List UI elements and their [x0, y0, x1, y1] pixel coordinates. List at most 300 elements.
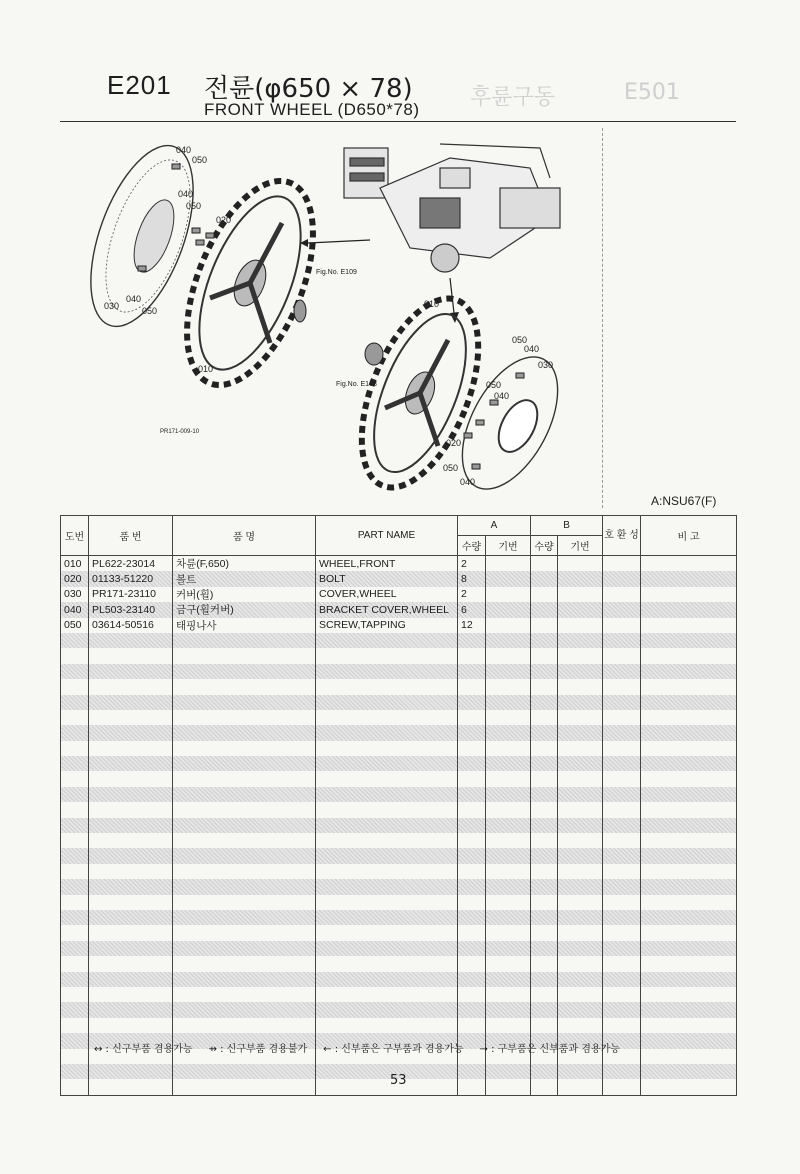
cell-remarks	[641, 710, 737, 725]
empty-table-row	[61, 910, 737, 925]
cell-part-no	[89, 879, 173, 894]
cell-qty-b	[531, 571, 558, 586]
cell-interchange	[603, 633, 641, 648]
cell-part-name	[316, 987, 458, 1002]
cell-interchange	[603, 602, 641, 617]
cell-no	[61, 972, 89, 987]
cell-part-name	[316, 633, 458, 648]
cell-part-name: SCREW,TAPPING	[316, 618, 458, 633]
cell-remarks	[641, 618, 737, 633]
wheel-front-left	[161, 163, 338, 402]
cell-name-ko	[173, 741, 316, 756]
header-basic-a: 기번	[486, 536, 531, 556]
cell-part-no: PL622-23014	[89, 556, 173, 572]
cell-qty-a	[458, 941, 486, 956]
cell-basic-a	[486, 956, 531, 971]
empty-table-row	[61, 725, 737, 740]
cell-basic-b	[558, 1079, 603, 1095]
cell-remarks	[641, 695, 737, 710]
cell-qty-a	[458, 787, 486, 802]
cell-remarks	[641, 1049, 737, 1064]
cell-part-no	[89, 725, 173, 740]
cell-part-name	[316, 941, 458, 956]
fig-ref-e108: Fig.No. E108	[336, 381, 377, 388]
cell-qty-b	[531, 818, 558, 833]
cell-no	[61, 741, 89, 756]
cell-no	[61, 648, 89, 663]
cell-name-ko: 볼트	[173, 571, 316, 586]
cell-basic-b	[558, 664, 603, 679]
cell-basic-a	[486, 771, 531, 786]
empty-table-row	[61, 1018, 737, 1033]
header-no: 도번	[61, 516, 89, 556]
wheel-cover-right	[443, 342, 578, 498]
legend-item: ← : 신부품은 구부품과 겸용가능	[323, 1044, 464, 1055]
cell-basic-a	[486, 587, 531, 602]
header-part-name: PART NAME	[316, 516, 458, 556]
cell-interchange	[603, 910, 641, 925]
parts-table	[60, 515, 737, 1096]
cell-name-ko	[173, 633, 316, 648]
cell-name-ko	[173, 818, 316, 833]
cell-part-name	[316, 910, 458, 925]
cell-qty-b	[531, 771, 558, 786]
cell-qty-a	[458, 1002, 486, 1017]
cell-no: 030	[61, 587, 89, 602]
cell-qty-a	[458, 1079, 486, 1095]
callout-label: 040	[178, 189, 194, 199]
cell-remarks	[641, 864, 737, 879]
cell-interchange	[603, 895, 641, 910]
cell-remarks	[641, 941, 737, 956]
cell-part-no	[89, 1018, 173, 1033]
ghost-code: E501	[624, 80, 680, 105]
cell-qty-b	[531, 987, 558, 1002]
cell-qty-a	[458, 848, 486, 863]
cell-interchange	[603, 556, 641, 572]
cell-name-ko	[173, 1002, 316, 1017]
cell-interchange	[603, 1079, 641, 1095]
cell-part-no: PR171-23110	[89, 587, 173, 602]
cell-part-no: PL503-23140	[89, 602, 173, 617]
cell-qty-a	[458, 956, 486, 971]
callout-label: 040	[524, 344, 540, 354]
cell-interchange	[603, 833, 641, 848]
cell-interchange	[603, 664, 641, 679]
cell-qty-a	[458, 925, 486, 940]
cell-part-no	[89, 895, 173, 910]
cell-qty-a	[458, 802, 486, 817]
cell-basic-a	[486, 1079, 531, 1095]
cell-part-name	[316, 787, 458, 802]
cell-basic-b	[558, 879, 603, 894]
cell-qty-b	[531, 1002, 558, 1017]
cell-remarks	[641, 802, 737, 817]
cell-no	[61, 1079, 89, 1095]
cell-remarks	[641, 787, 737, 802]
cell-no	[61, 787, 89, 802]
cell-part-name	[316, 972, 458, 987]
cell-qty-a: 2	[458, 587, 486, 602]
cell-name-ko	[173, 802, 316, 817]
cell-basic-b	[558, 741, 603, 756]
cell-qty-b	[531, 895, 558, 910]
cell-no	[61, 679, 89, 694]
cell-remarks	[641, 879, 737, 894]
cell-interchange	[603, 802, 641, 817]
cell-part-no	[89, 741, 173, 756]
cell-part-no	[89, 787, 173, 802]
cell-remarks	[641, 987, 737, 1002]
cell-basic-b	[558, 587, 603, 602]
cell-part-name	[316, 664, 458, 679]
cell-name-ko	[173, 664, 316, 679]
cell-basic-a	[486, 941, 531, 956]
callout-label: 050	[186, 201, 202, 211]
cell-name-ko	[173, 1064, 316, 1079]
cell-remarks	[641, 1064, 737, 1079]
table-row	[61, 556, 737, 572]
cell-name-ko	[173, 756, 316, 771]
cell-remarks	[641, 633, 737, 648]
cell-basic-b	[558, 1018, 603, 1033]
cell-interchange	[603, 1064, 641, 1079]
empty-table-row	[61, 802, 737, 817]
column-divider	[602, 128, 603, 508]
cell-part-name	[316, 710, 458, 725]
cell-name-ko	[173, 956, 316, 971]
header-group-a: A	[458, 516, 531, 536]
header-qty-a: 수량	[458, 536, 486, 556]
cell-part-name	[316, 1002, 458, 1017]
cell-remarks	[641, 725, 737, 740]
cell-name-ko	[173, 910, 316, 925]
cell-qty-a	[458, 1018, 486, 1033]
cell-remarks	[641, 587, 737, 602]
cell-qty-a	[458, 864, 486, 879]
callout-label: 050	[512, 335, 528, 345]
cell-basic-b	[558, 956, 603, 971]
cell-name-ko	[173, 787, 316, 802]
header-basic-b: 기번	[558, 536, 603, 556]
cell-basic-a	[486, 756, 531, 771]
cell-part-name	[316, 925, 458, 940]
callout-label: 010	[198, 364, 214, 374]
cell-part-name	[316, 833, 458, 848]
cell-part-no	[89, 956, 173, 971]
callout-label: 040	[176, 145, 192, 155]
cell-basic-a	[486, 556, 531, 572]
cell-part-name	[316, 741, 458, 756]
cell-interchange	[603, 679, 641, 694]
cell-name-ko: 커버(휠)	[173, 587, 316, 602]
cell-basic-a	[486, 664, 531, 679]
model-label: A:NSU67(F)	[651, 494, 717, 508]
cell-basic-b	[558, 633, 603, 648]
cell-basic-a	[486, 602, 531, 617]
cell-qty-a	[458, 910, 486, 925]
empty-table-row	[61, 941, 737, 956]
cell-qty-b	[531, 910, 558, 925]
cell-qty-a	[458, 972, 486, 987]
header-interchange: 호 환 성	[603, 516, 641, 556]
cell-interchange	[603, 956, 641, 971]
cell-interchange	[603, 725, 641, 740]
cell-basic-b	[558, 695, 603, 710]
ghost-title: 후륜구동	[470, 85, 556, 110]
table-row	[61, 618, 737, 633]
cell-no	[61, 910, 89, 925]
header-qty-b: 수량	[531, 536, 558, 556]
cell-basic-b	[558, 941, 603, 956]
cell-qty-b	[531, 587, 558, 602]
cell-remarks	[641, 771, 737, 786]
header-part-no: 품 번	[89, 516, 173, 556]
cell-qty-b	[531, 956, 558, 971]
callout-label: 050	[142, 306, 158, 316]
cell-part-name	[316, 756, 458, 771]
cell-remarks	[641, 602, 737, 617]
cell-qty-b	[531, 1064, 558, 1079]
empty-table-row	[61, 695, 737, 710]
arrow-down	[450, 278, 454, 313]
cell-qty-a: 2	[458, 556, 486, 572]
cell-qty-b	[531, 833, 558, 848]
cell-qty-b	[531, 848, 558, 863]
cell-part-no	[89, 695, 173, 710]
cell-interchange	[603, 618, 641, 633]
cell-name-ko	[173, 879, 316, 894]
cell-qty-b	[531, 664, 558, 679]
cell-qty-b	[531, 741, 558, 756]
empty-table-row	[61, 879, 737, 894]
cell-interchange	[603, 879, 641, 894]
cell-basic-a	[486, 925, 531, 940]
table-row	[61, 602, 737, 617]
cell-name-ko: 금구(휠커버)	[173, 602, 316, 617]
cell-basic-b	[558, 725, 603, 740]
cell-remarks	[641, 556, 737, 572]
cell-part-name	[316, 679, 458, 694]
cell-no: 050	[61, 618, 89, 633]
cell-basic-a	[486, 895, 531, 910]
cell-part-no	[89, 864, 173, 879]
cell-no	[61, 725, 89, 740]
cell-qty-a: 8	[458, 571, 486, 586]
header-remarks: 비 고	[641, 516, 737, 556]
cell-basic-b	[558, 848, 603, 863]
header-group-b: B	[531, 516, 603, 536]
cell-basic-a	[486, 802, 531, 817]
cell-remarks	[641, 679, 737, 694]
cell-remarks	[641, 925, 737, 940]
exploded-parts-diagram	[60, 128, 600, 498]
cell-part-no	[89, 987, 173, 1002]
cell-basic-a	[486, 648, 531, 663]
cell-part-no: 01133-51220	[89, 571, 173, 586]
cell-qty-a	[458, 679, 486, 694]
page-title-korean: 전륜(φ650 × 78)	[204, 74, 413, 104]
legend-item: ⇸ : 신구부품 겸용불가	[208, 1044, 308, 1055]
cell-no	[61, 925, 89, 940]
cell-basic-b	[558, 756, 603, 771]
cell-name-ko	[173, 987, 316, 1002]
cell-interchange	[603, 695, 641, 710]
cell-part-name: WHEEL,FRONT	[316, 556, 458, 572]
section-code: E201	[107, 70, 172, 100]
cell-part-name	[316, 818, 458, 833]
fig-ref-e109: Fig.No. E109	[316, 269, 357, 276]
cell-part-name	[316, 648, 458, 663]
cell-qty-b	[531, 725, 558, 740]
cell-interchange	[603, 756, 641, 771]
cell-no	[61, 879, 89, 894]
callout-label: 030	[538, 360, 554, 370]
empty-table-row	[61, 833, 737, 848]
cell-part-no	[89, 756, 173, 771]
cell-part-no	[89, 710, 173, 725]
cell-no	[61, 895, 89, 910]
cell-qty-a	[458, 833, 486, 848]
cell-name-ko	[173, 695, 316, 710]
legend	[94, 1040, 620, 1055]
cell-no	[61, 1064, 89, 1079]
cell-remarks	[641, 1002, 737, 1017]
cell-basic-b	[558, 864, 603, 879]
empty-table-row	[61, 633, 737, 648]
cell-basic-a	[486, 987, 531, 1002]
cell-interchange	[603, 1002, 641, 1017]
cell-basic-a	[486, 1064, 531, 1079]
cell-interchange	[603, 787, 641, 802]
cell-qty-a	[458, 725, 486, 740]
cell-basic-b	[558, 833, 603, 848]
cell-part-name: BOLT	[316, 571, 458, 586]
cell-part-no	[89, 941, 173, 956]
cell-qty-b	[531, 633, 558, 648]
cell-remarks	[641, 664, 737, 679]
cell-basic-b	[558, 618, 603, 633]
cell-part-name	[316, 802, 458, 817]
cell-qty-b	[531, 756, 558, 771]
cell-no	[61, 864, 89, 879]
cell-part-name: COVER,WHEEL	[316, 587, 458, 602]
cell-no: 020	[61, 571, 89, 586]
cell-qty-b	[531, 925, 558, 940]
cell-qty-a	[458, 987, 486, 1002]
empty-table-row	[61, 956, 737, 971]
cell-part-name	[316, 879, 458, 894]
cell-basic-a	[486, 725, 531, 740]
cell-basic-a	[486, 879, 531, 894]
empty-table-row	[61, 925, 737, 940]
cell-part-no	[89, 1002, 173, 1017]
cell-basic-a	[486, 571, 531, 586]
empty-table-row	[61, 818, 737, 833]
cell-no	[61, 771, 89, 786]
cell-no	[61, 1049, 89, 1064]
empty-table-row	[61, 895, 737, 910]
cell-remarks	[641, 648, 737, 663]
cell-name-ko: 차륜(F,650)	[173, 556, 316, 572]
cell-interchange	[603, 941, 641, 956]
cell-interchange	[603, 972, 641, 987]
cell-name-ko	[173, 1018, 316, 1033]
cell-no	[61, 633, 89, 648]
cell-part-name	[316, 695, 458, 710]
page-number: 53	[390, 1073, 407, 1088]
cell-name-ko	[173, 833, 316, 848]
cell-basic-b	[558, 802, 603, 817]
cell-basic-b	[558, 787, 603, 802]
callout-label: 030	[104, 301, 120, 311]
cell-basic-a	[486, 833, 531, 848]
cell-basic-a	[486, 633, 531, 648]
empty-table-row	[61, 848, 737, 863]
cell-basic-b	[558, 571, 603, 586]
cell-no	[61, 664, 89, 679]
cell-no	[61, 802, 89, 817]
cell-interchange	[603, 648, 641, 663]
cell-part-no	[89, 633, 173, 648]
cell-name-ko	[173, 925, 316, 940]
cell-remarks	[641, 818, 737, 833]
cell-qty-a	[458, 879, 486, 894]
cell-basic-b	[558, 602, 603, 617]
cell-qty-b	[531, 1018, 558, 1033]
cell-qty-a	[458, 1064, 486, 1079]
cell-part-no	[89, 910, 173, 925]
cell-no	[61, 695, 89, 710]
callout-label: 020	[216, 215, 232, 225]
cell-qty-a: 12	[458, 618, 486, 633]
cell-part-no	[89, 648, 173, 663]
cell-remarks	[641, 848, 737, 863]
cell-part-no	[89, 848, 173, 863]
cell-no	[61, 756, 89, 771]
callout-label: 040	[460, 477, 476, 487]
cell-basic-b	[558, 925, 603, 940]
cell-basic-a	[486, 679, 531, 694]
cell-no: 010	[61, 556, 89, 572]
cell-qty-b	[531, 802, 558, 817]
cell-qty-b	[531, 710, 558, 725]
cell-no	[61, 818, 89, 833]
cell-qty-a	[458, 741, 486, 756]
cell-qty-b	[531, 941, 558, 956]
cell-qty-b	[531, 648, 558, 663]
cell-part-name	[316, 848, 458, 863]
cell-name-ko: 태핑나사	[173, 618, 316, 633]
cell-remarks	[641, 910, 737, 925]
empty-table-row	[61, 864, 737, 879]
table-row	[61, 587, 737, 602]
cell-qty-a	[458, 633, 486, 648]
hub-right	[365, 343, 383, 365]
cell-qty-b	[531, 972, 558, 987]
cell-qty-a	[458, 756, 486, 771]
cell-part-name	[316, 771, 458, 786]
cell-name-ko	[173, 848, 316, 863]
callout-label: 050	[192, 155, 208, 165]
cell-part-no	[89, 664, 173, 679]
cell-remarks	[641, 1018, 737, 1033]
cell-basic-a	[486, 864, 531, 879]
cell-interchange	[603, 571, 641, 586]
cell-part-no	[89, 833, 173, 848]
cell-basic-b	[558, 679, 603, 694]
cell-no	[61, 987, 89, 1002]
